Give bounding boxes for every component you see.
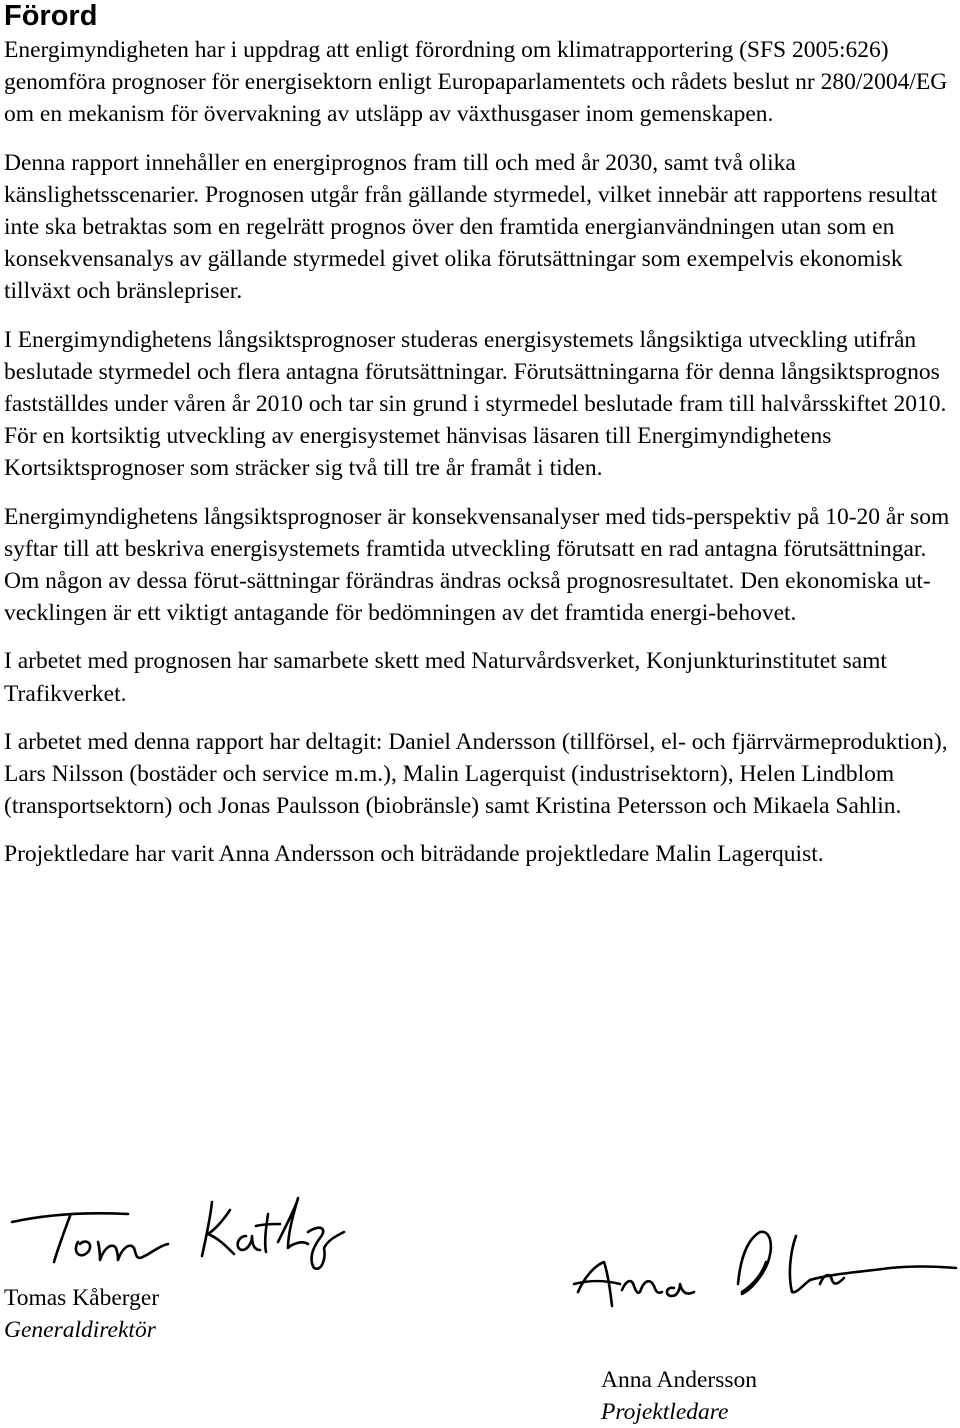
handwritten-signature-project-lead [570,1222,960,1318]
signatory-role-director: Generaldirektör [4,1317,156,1343]
handwritten-signature-director [8,1192,348,1276]
signatory-name-project-lead: Anna Andersson [601,1367,757,1393]
paragraph-mandate: Energimyndigheten har i uppdrag att enligt förordning om klimatrapportering (SFS 2005:626) genomföra prognoser för energisektorn enligt Europaparlamentets och rådets beslut nr 280/2004/EG om en mekanism för övervakning av utsläpp av växthusgaser inom gemenskapen. [4,37,948,128]
signatory-name-director: Tomas Kåberger [4,1285,160,1311]
paragraph-collaboration: I arbetet med prognosen har samarbete skett med Naturvårdsverket, Konjunkturinstitutet samt Trafikverket. [4,648,887,707]
foreword-body [4,34,954,887]
page-title: Förord [4,0,98,32]
signatory-role-project-lead: Projektledare [601,1399,729,1425]
paragraph-consequence-analyses: Energimyndighetens långsiktsprognoser är konsekvensanalyser med tids-perspektiv på 10-20 år som syftar till att beskriva energisystemets framtida utveckling förutsatt en rad antagna förutsättningar. Om någon av dessa förut-sättningar förändras ändras också prognosresultatet. Den ekonomiska ut-vecklingen är ett viktigt antagande för bedömningen av det framtida energi-behovet. [4,503,950,627]
paragraph-contributors: I arbetet med denna rapport har deltagit: Daniel Andersson (tillförsel, el- och fjärrvärmeproduktion), Lars Nilsson (bostäder och service m.m.), Malin Lagerquist (industrisektorn), Helen Lindblom (transportsektorn) och Jonas Paulsson (biobränsle) samt Kristina Petersson och Mikaela Sahlin. [4,728,948,820]
paragraph-long-term-forecasts: I Energimyndighetens långsiktsprognoser studeras energisystemets långsiktiga utveckling utifrån beslutade styrmedel och flera antagna förutsättningar. Förutsättningarna för denna långsiktsprognos fastställdes under våren år 2010 och tar sin grund i styrmedel beslutade fram till halvårsskiftet 2010. För en kortsiktig utveckling av energisystemet hänvisas läsaren till Energimyndighetens Kortsiktsprognoser som sträcker sig två till tre år framåt i tiden. [4,326,947,482]
paragraph-report-scope: Denna rapport innehåller en energiprognos fram till och med år 2030, samt två olika känslighetsscenarier. Prognosen utgår från gällande styrmedel, vilket innebär att rapportens resultat inte ska betraktas som en regelrätt prognos över den framtida energianvändningen utan som en konsekvensanalys av gällande styrmedel givet olika förutsättningar som exempelvis ekonomisk tillväxt och bränslepriser. [4,149,938,305]
paragraph-project-lead: Projektledare har varit Anna Andersson och biträdande projektledare Malin Lagerquist. [4,841,824,868]
